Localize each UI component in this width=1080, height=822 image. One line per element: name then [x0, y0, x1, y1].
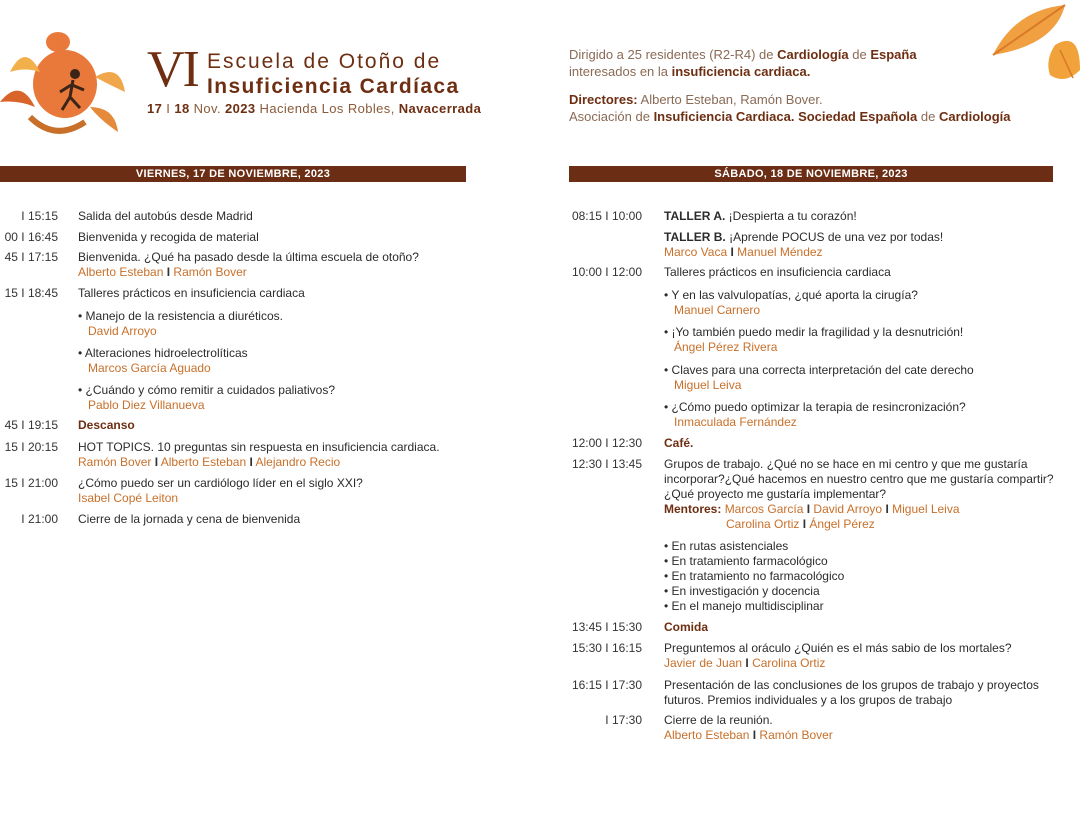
speaker-names: Ramón Bover I Alberto Esteban I Alejandro Recio [78, 455, 341, 469]
audience-line-2: interesados en la insuficiencia cardiaca. [569, 64, 811, 79]
directors-line: Directores: Alberto Esteban, Ramón Bover. [569, 92, 823, 107]
time-slot: 45 I 19:15 [4, 418, 58, 432]
session-title: Bienvenida. ¿Qué ha pasado desde la última escuela de otoño? [78, 250, 419, 264]
speaker-name: Miguel Leiva [674, 378, 742, 392]
time-slot: I 17:30 [605, 713, 642, 727]
speaker-name: Manuel Carnero [674, 303, 761, 317]
workshop-title: • ¡Yo también puedo medir la fragilidad y la desnutrición! [664, 325, 964, 339]
time-slot: 13:45 I 15:30 [571, 620, 642, 634]
session-title: Comida [664, 620, 709, 634]
saturday-heading: SÁBADO, 18 DE NOVIEMBRE, 2023 [569, 166, 1053, 182]
time-slot: 12:00 I 12:30 [571, 436, 642, 450]
session-title: TALLER A. ¡Despierta a tu corazón! [664, 209, 857, 223]
speaker-names: Alberto Esteban I Ramón Bover [78, 265, 247, 279]
workshop-title: • ¿Cómo puedo optimizar la terapia de resincronización? [664, 400, 966, 414]
title-line-1: Escuela de Otoño de [207, 50, 442, 73]
friday-heading: VIERNES, 17 DE NOVIEMBRE, 2023 [0, 166, 466, 182]
session-title: Café. [664, 436, 694, 450]
edition-numeral: VI [147, 41, 198, 98]
workshop-title: • ¿Cuándo y cómo remitir a cuidados paliativos? [78, 383, 335, 397]
list-item: • En investigación y docencia [664, 584, 820, 598]
session-title-line: futuros. Premios individuales y a los grupos de trabajo [664, 693, 953, 707]
session-title: Salida del autobús desde Madrid [78, 209, 253, 223]
list-item: • En tratamiento farmacológico [664, 554, 828, 568]
speaker-name: Inmaculada Fernández [674, 415, 797, 429]
speaker-names: Marco Vaca I Manuel Méndez [664, 245, 823, 259]
workshop-title: • Manejo de la resistencia a diuréticos. [78, 309, 283, 323]
workshop-title: • Claves para una correcta interpretación del cate derecho [664, 363, 974, 377]
time-slot: 15:30 I 16:15 [571, 641, 642, 655]
session-title: Grupos de trabajo. ¿Qué no se hace en mi centro y que me gustaría [664, 457, 1028, 471]
speaker-name: Ángel Pérez Rivera [674, 340, 778, 354]
audience-line: Dirigido a 25 residentes (R2-R4) de Cardiología de España [569, 47, 917, 62]
time-slot: 08:15 I 10:00 [571, 209, 642, 223]
session-title: ¿Cómo puedo ser un cardiólogo líder en el siglo XXI? [78, 476, 363, 490]
session-title-line: ¿Qué proyecto me gustaría implementar? [664, 487, 887, 501]
speaker-name: Marcos García Aguado [88, 361, 211, 375]
session-title: Presentación de las conclusiones de los grupos de trabajo y proyectos [664, 678, 1039, 692]
session-title-b: TALLER B. ¡Aprende POCUS de una vez por todas! [664, 230, 944, 244]
workshop-title: • Alteraciones hidroelectrolíticas [78, 346, 248, 360]
time-slot: 00 I 16:45 [4, 230, 58, 244]
session-title: Descanso [78, 418, 135, 432]
workshop-title: • Y en las valvulopatías, ¿qué aporta la cirugía? [664, 288, 918, 302]
time-slot: 10:00 I 12:00 [571, 265, 642, 279]
session-title: Cierre de la reunión. [664, 713, 773, 727]
time-slot: 16:15 I 17:30 [571, 678, 642, 692]
list-item: • En el manejo multidisciplinar [664, 599, 824, 613]
speaker-names: Alberto Esteban I Ramón Bover [664, 728, 833, 742]
session-title: Preguntemos al oráculo ¿Quién es el más sabio de los mortales? [664, 641, 1012, 655]
session-title: Bienvenida y recogida de material [78, 230, 259, 244]
mentors-line-2: Carolina Ortiz I Ángel Pérez [726, 517, 875, 531]
list-item: • En rutas asistenciales [664, 539, 789, 553]
autumn-leaves-decoration [985, 0, 1080, 90]
mentors-line: Mentores: Marcos García I David Arroyo I Miguel Leiva [664, 502, 960, 516]
time-slot: 12:30 I 13:45 [571, 457, 642, 471]
speaker-name: Isabel Copé Leiton [78, 491, 179, 505]
speaker-names: Javier de Juan I Carolina Ortiz [664, 656, 826, 670]
list-item: • En tratamiento no farmacológico [664, 569, 845, 583]
session-title: HOT TOPICS. 10 preguntas sin respuesta en insuficiencia cardiaca. [78, 440, 440, 454]
session-title: Cierre de la jornada y cena de bienvenida [78, 512, 301, 526]
session-title: Talleres prácticos en insuficiencia cardiaca [664, 265, 891, 279]
time-slot: 45 I 17:15 [4, 250, 58, 264]
title-line-2: Insuficiencia Cardíaca [207, 75, 460, 98]
association-line: Asociación de Insuficiencia Cardiaca. Sociedad Española de Cardiología [569, 109, 1011, 124]
autumn-runner-illustration [0, 22, 130, 142]
time-slot: 15 I 21:00 [4, 476, 58, 490]
session-title: Talleres prácticos en insuficiencia cardiaca [78, 286, 305, 300]
event-date-venue: 17 I 18 Nov. 2023 Hacienda Los Robles, Navacerrada [147, 101, 482, 116]
speaker-name: David Arroyo [88, 324, 157, 338]
time-slot: 15 I 20:15 [4, 440, 58, 454]
time-slot: 15 I 18:45 [4, 286, 58, 300]
speaker-name: Pablo Diez Villanueva [88, 398, 205, 412]
session-title-line: incorporar?¿Qué hacemos en nuestro centro que me gustaría compartir? [664, 472, 1054, 486]
time-slot: I 15:15 [21, 209, 58, 223]
time-slot: I 21:00 [21, 512, 58, 526]
